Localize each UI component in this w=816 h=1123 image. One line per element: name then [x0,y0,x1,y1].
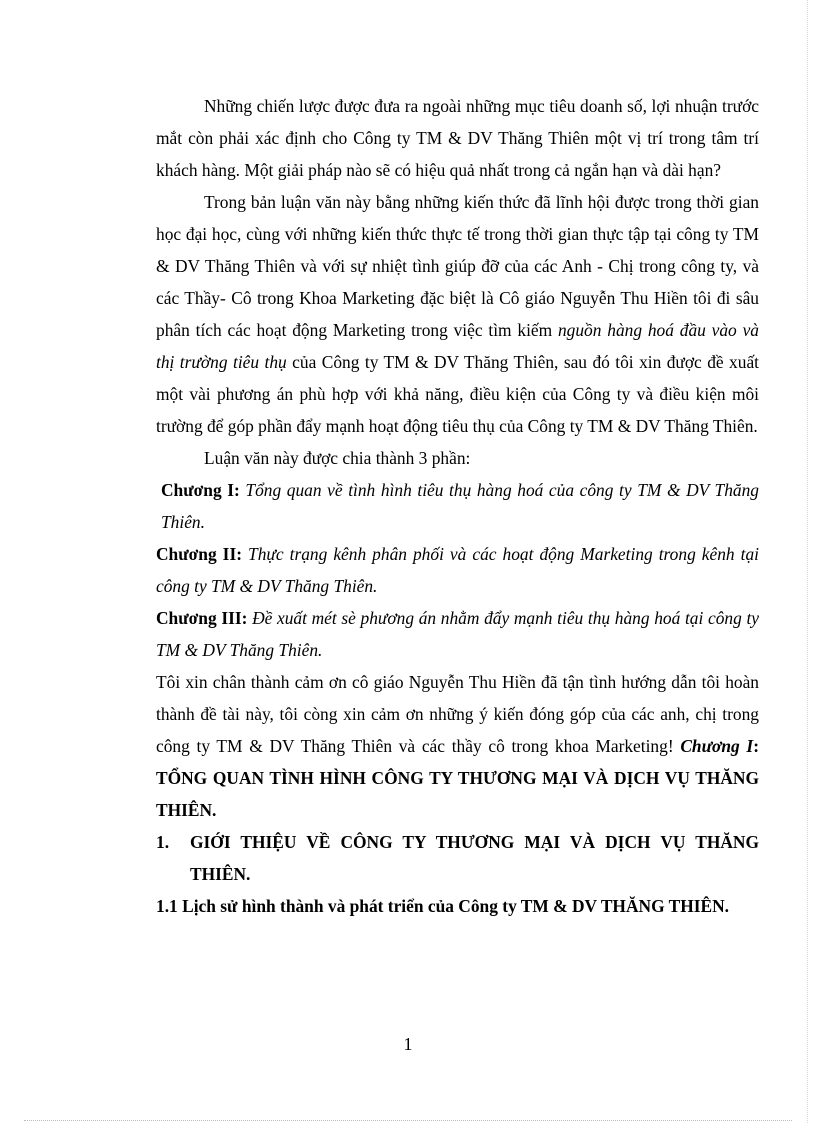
thesis-intro-text-b: của Công ty TM & DV Thăng Thiên, sau đó tôi xin được đề xuất một vài phương án phù hợp với khả năng, điều kiện của Công ty và điều kiện môi trường để góp phần đẩy mạnh hoạt động tiêu thụ của Công ty TM & DV Thăng Thiên. [156,352,759,436]
section-1-1-heading [156,890,759,922]
thesis-intro-italic: nguồn hàng hoá đầu vào và thị trường tiêu thụ [156,320,759,372]
section-1-1-number: 1.1 [156,896,178,916]
chapter1-heading-title: : TỔNG QUAN TÌNH HÌNH CÔNG TY THƯƠNG MẠI VÀ DỊCH VỤ THĂNG THIÊN. [156,736,759,820]
chapter-item-1 [156,474,759,538]
page-number: 1 [403,1034,413,1054]
page-bottom-border [24,1120,792,1121]
chapter-item-2 [156,538,759,602]
chapter-label: Chương III: [156,608,248,628]
chapter-label: Chương I: [161,480,240,500]
paragraph-thanks [156,666,759,826]
chapter-item-3 [156,602,759,666]
section-1-heading [156,826,759,890]
margin-guide [807,0,808,1123]
chapter1-heading-label: Chương I [680,736,754,756]
paragraph-structure: Luận văn này được chia thành 3 phần: [204,448,471,468]
chapter-description: Tổng quan về tình hình tiêu thụ hàng hoá của công ty TM & DV Thăng Thiên. [161,480,759,532]
paragraph-thesis-intro [156,186,759,442]
document-body [156,90,759,922]
chapter-label: Chương II: [156,544,243,564]
chapter-description: Thực trạng kênh phân phối và các hoạt động Marketing trong kênh tại công ty TM & DV Thăng Thiên. [156,544,759,596]
chapter-description: Đề xuất mét sè phương án nhằm đẩy mạnh tiêu thụ hàng hoá tại công ty TM & DV Thăng Thiên. [156,608,759,660]
section-1-title: GIỚI THIỆU VỀ CÔNG TY THƯƠNG MẠI VÀ DỊCH VỤ THĂNG THIÊN. [190,832,759,884]
section-1-number: 1. [156,832,170,852]
section-1-1-title: Lịch sử hình thành và phát triển của Công ty TM & DV THĂNG THIÊN. [182,896,730,916]
paragraph-strategy: Những chiến lược được đưa ra ngoài những mục tiêu doanh số, lợi nhuận trước mắt còn phải xác định cho Công ty TM & DV Thăng Thiên một vị trí trong tâm trí khách hàng. Một giải pháp nào sẽ có hiệu quả nhất trong cả ngắn hạn và dài hạn? [156,96,759,180]
thanks-text: Tôi xin chân thành cảm ơn cô giáo Nguyễn Thu Hiền đã tận tình hướng dẫn tôi hoàn thành đề tài này, tôi còng xin cảm ơn những ý kiến đóng góp của các anh, chị trong công ty TM & DV Thăng Thiên và các thầy cô trong khoa Marketing! [156,672,759,756]
thesis-intro-text-a: Trong bản luận văn này bằng những kiến thức đã lĩnh hội được trong thời gian học đại học, cùng với những kiến thức thực tế trong thời gian thực tập tại công ty TM & DV Thăng Thiên và với sự nhiệt tình giúp đỡ của các Anh - Chị trong công ty, và các Thầy- Cô trong Khoa Marketing đặc biệt là Cô giáo Nguyễn Thu Hiền tôi đi sâu phân tích các hoạt động Marketing trong việc tìm kiếm [156,192,759,340]
